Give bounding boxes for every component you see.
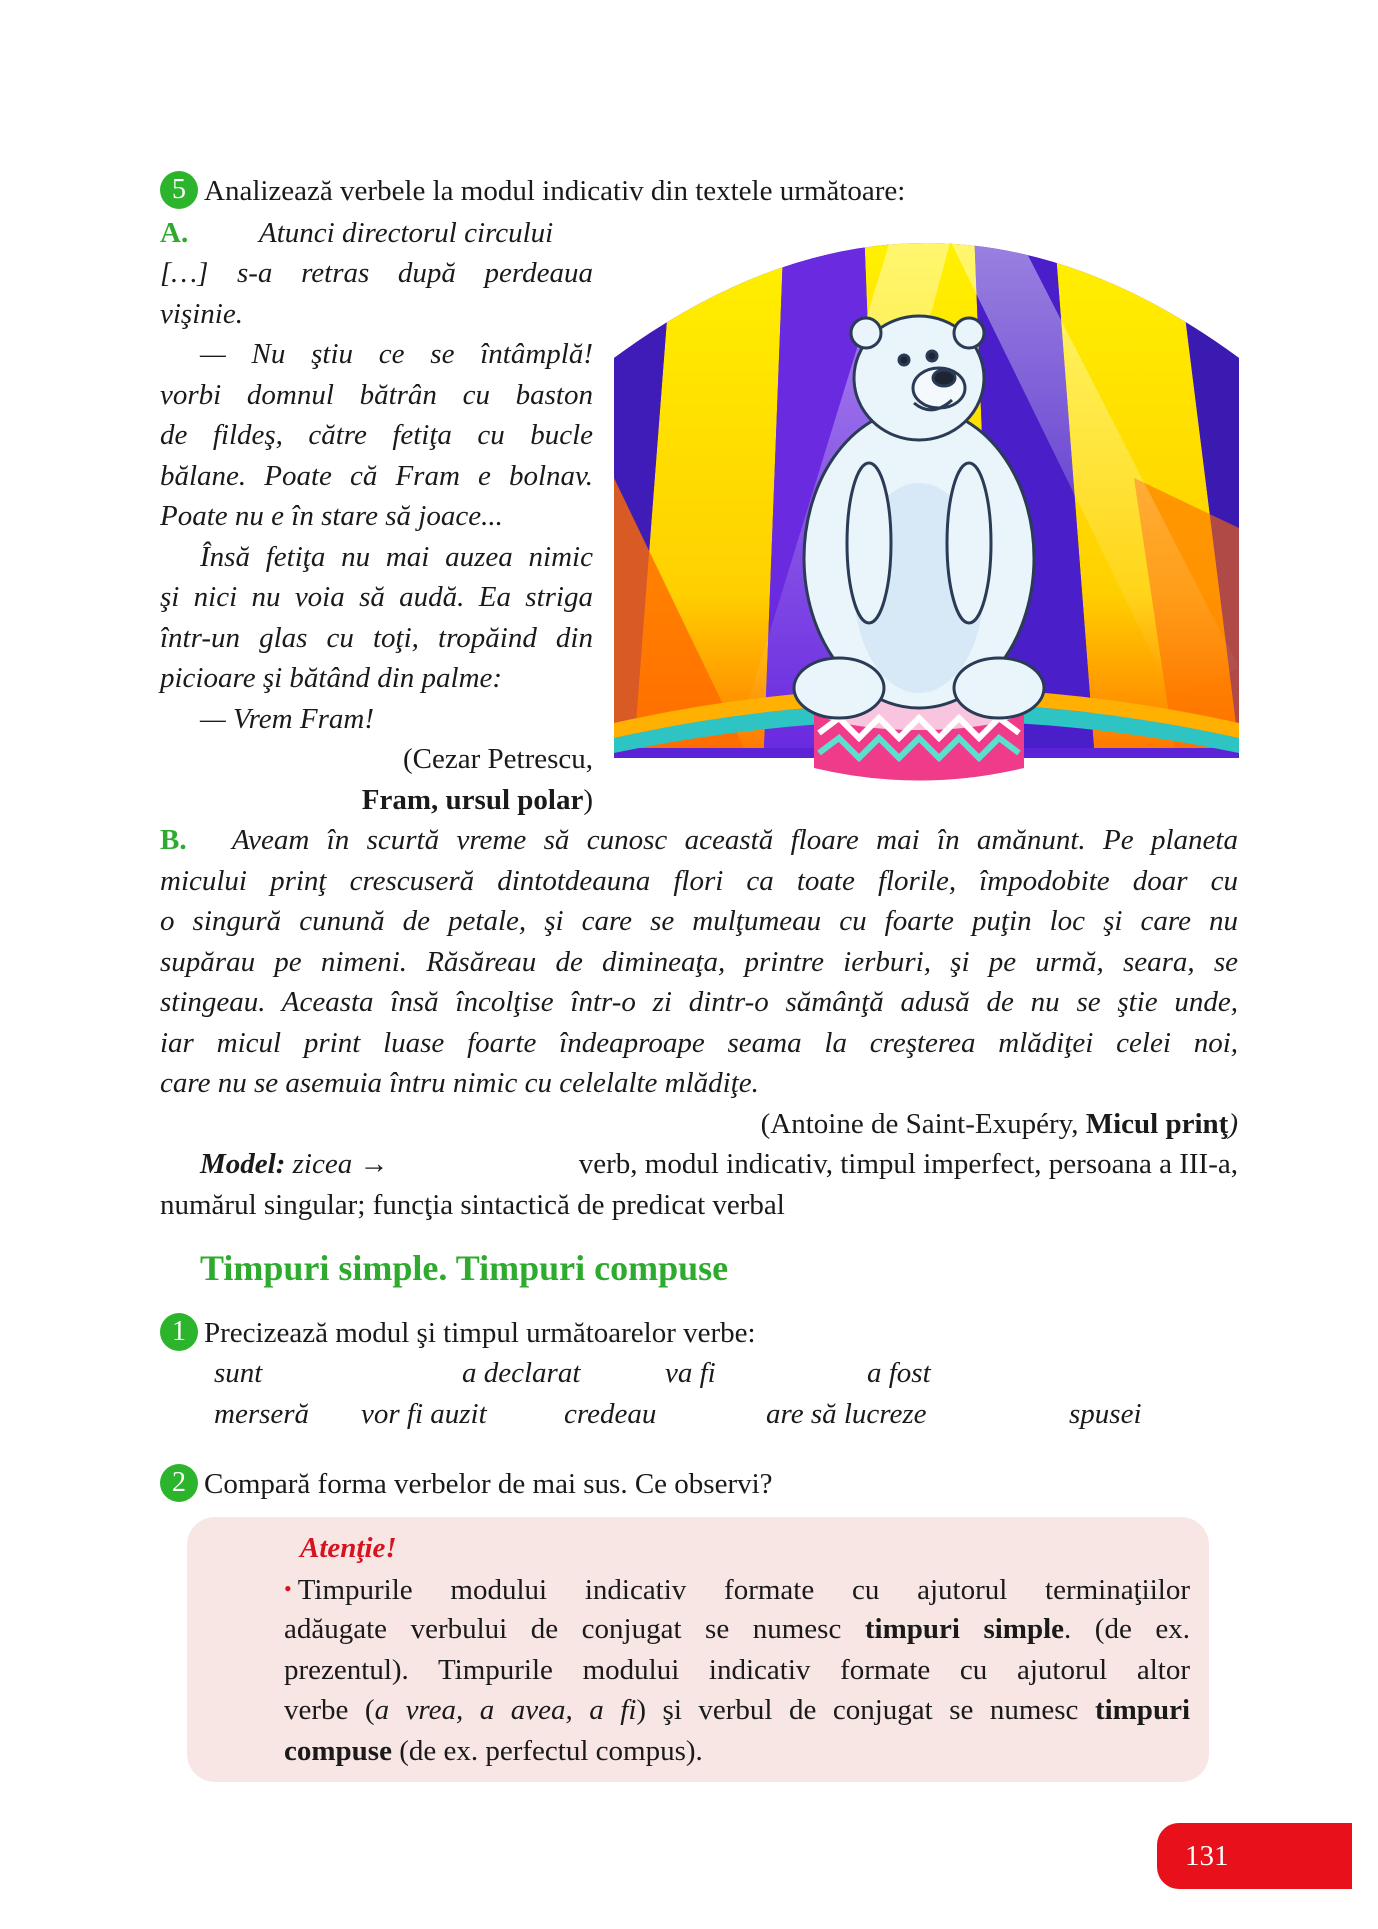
attention-text: . (de ex. (1064, 1613, 1190, 1645)
attention-line (284, 1731, 703, 1771)
text-a-line: — Vrem Fram! (200, 703, 374, 735)
attention-line (284, 1609, 1190, 1649)
model-description: verb, modul indicativ, timpul imperfect, persoana a III-a, (571, 1148, 1238, 1180)
text-b-line-text: Aveam în scurtă vreme să cunosc această floare mai în amănunt. Pe planeta (232, 824, 1238, 856)
verb-item: vor fi auzit (361, 1398, 487, 1430)
attention-title-text: Atenţie! (300, 1532, 397, 1564)
verb-item: a declarat (462, 1357, 581, 1389)
text-a-line: vorbi domnul bătrân cu baston (160, 379, 593, 411)
attention-term: timpuri (1094, 1694, 1190, 1726)
exercise-5-heading (160, 171, 905, 211)
text-a-line: picioare şi bătând din palme: (160, 662, 503, 694)
attention-term: compuse (284, 1735, 392, 1767)
model-line-2: numărul singular; funcţia sintactică de predicat verbal (160, 1189, 785, 1221)
text-a-line: de fildeş, către fetiţa cu bucle (160, 419, 593, 451)
attention-term: timpuri simple (864, 1613, 1065, 1645)
attention-line: prezentul). Timpurile modului indicativ formate cu ajutorul altor (284, 1654, 1190, 1686)
text-b-line: stingeau. Aceasta însă încolţise într-o zi dintr-o sămânţă adusă de nu se ştie unde, (160, 986, 1238, 1018)
text-a-line: vişinie. (160, 298, 243, 330)
attention-text: verbe ( (284, 1694, 375, 1726)
text-a-line-text: Atunci directorul circului (259, 217, 554, 249)
text-b-line (160, 820, 1238, 860)
source-paren: ) (583, 784, 593, 816)
text-a-source-title: Fram, ursul polar (361, 784, 584, 816)
exercise-prompt: Compară forma verbelor de mai sus. Ce observi? (204, 1468, 773, 1500)
text-b-line: o singură cunună de petale, şi care se mulţumeau cu foarte puţin loc şi care nu (160, 905, 1238, 937)
text-a-line: Însă fetiţa nu mai auzea nimic (200, 541, 593, 573)
text-a-line: într-un glas cu toţi, tropăind din (160, 622, 593, 654)
attention-text: Timpurile modului indicativ formate cu ajutorul terminaţiilor (297, 1574, 1190, 1606)
verb-item: sunt (214, 1357, 263, 1389)
verb-item: merseră (214, 1398, 310, 1430)
exercise-number-badge: 5 (160, 171, 198, 209)
text-b-source (761, 1104, 1238, 1144)
model-label: Model: (200, 1148, 286, 1180)
model-line (200, 1144, 1238, 1184)
text-b-source-author: (Antoine de Saint-Exupéry, (760, 1108, 1086, 1140)
text-b-line: supărau pe nimeni. Răsăreau de dimineaţa, printre ierburi, şi pe urmă, seara, se (160, 946, 1238, 978)
verb-item: are să lucreze (766, 1398, 927, 1430)
model-word: zicea → (292, 1148, 389, 1180)
text-b-source-title: Micul prinţ (1085, 1108, 1229, 1140)
text-b-line: micului prinţ crescuseră dintotdeauna flori ca toate florile, împodobite doar cu (160, 865, 1238, 897)
exercise-number-badge: 1 (160, 1313, 198, 1351)
section-title: Timpuri simple. Timpuri compuse (200, 1248, 729, 1288)
attention-text: adăugate verbului de conjugat se numesc (284, 1613, 865, 1645)
attention-text: ) şi verbul de conjugat se numesc (636, 1694, 1095, 1726)
attention-title (300, 1528, 397, 1568)
text-b-line: iar micul print luase foarte îndeaproape seama la creşterea mlădiţei celei noi, (160, 1027, 1238, 1059)
text-b-line: care nu se asemuia întru nimic cu celelalte mlădiţe. (160, 1067, 759, 1099)
text-a-line: şi nici nu voia să audă. Ea striga (160, 581, 593, 613)
attention-text: (de ex. perfectul compus). (391, 1735, 703, 1767)
attention-line (284, 1690, 1190, 1730)
text-a-label: A. (160, 217, 189, 249)
verb-item: a fost (867, 1357, 931, 1389)
text-a-line: — Nu ştiu ce se întâmplă! (200, 338, 593, 370)
page-number: 131 (1157, 1823, 1352, 1889)
text-b-label: B. (160, 824, 187, 856)
attention-examples: a vrea, a avea, a fi (374, 1694, 637, 1726)
text-a-line: Poate nu e în stare să joace... (160, 500, 503, 532)
text-a-source (362, 780, 593, 820)
verb-item: va fi (665, 1357, 716, 1389)
verb-item: spusei (1069, 1398, 1142, 1430)
exercise-number-badge: 2 (160, 1464, 198, 1502)
polar-bear-circus-illustration (614, 228, 1239, 783)
text-a-line: […] s-a retras după perdeaua (160, 257, 593, 289)
verb-item: credeau (564, 1398, 657, 1430)
exercise-prompt: Analizează verbele la modul indicativ din textele următoare: (204, 175, 906, 207)
attention-line (284, 1569, 1190, 1610)
text-a-line: bălane. Poate că Fram e bolnav. (160, 460, 593, 492)
text-a-source-author: (Cezar Petrescu, (402, 743, 593, 775)
exercise-prompt: Precizează modul şi timpul următoarelor verbe: (204, 1317, 756, 1349)
text-a-line (160, 213, 593, 253)
exercise-2-heading (160, 1464, 773, 1504)
source-paren: ) (1228, 1108, 1238, 1140)
exercise-1-heading (160, 1313, 756, 1353)
bullet-icon: • (284, 1576, 292, 1601)
